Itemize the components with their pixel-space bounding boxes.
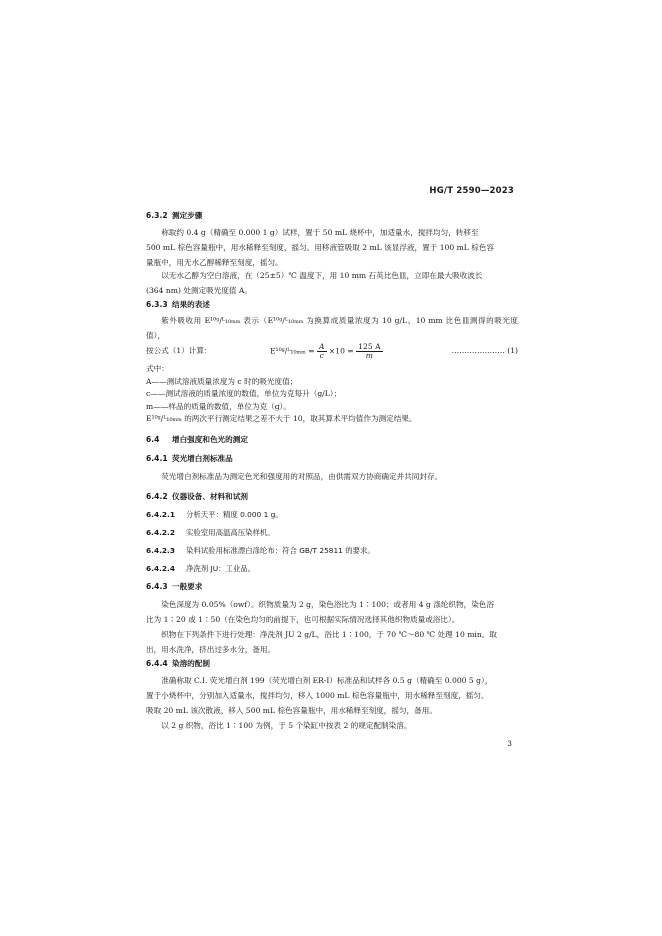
- fraction-numerator: 125 A: [358, 342, 381, 351]
- text-line: 称取约 0.4 g（精确至 0.000 1 g）试样，置于 50 mL 烧杯中，加适量水，搅拌均匀，转移至: [161, 228, 479, 237]
- text-line: 量瓶中，用无水乙醇稀释至刻度，摇匀。: [146, 258, 283, 267]
- formula-expression: [270, 343, 383, 360]
- formula-mid: ×10 =: [328, 346, 354, 356]
- formula-lhs: E¹⁰ᵍ/ᴸ₁₀ₘₘ =: [270, 346, 315, 356]
- variable-definitions: [146, 363, 518, 426]
- section-heading: [146, 432, 518, 447]
- section-number: 6.4.4: [146, 659, 168, 668]
- subclause: [146, 525, 518, 540]
- section-title: 染溶的配制: [172, 659, 210, 668]
- section-6-4-4: [146, 656, 518, 671]
- section-heading: [146, 208, 518, 223]
- section-6-4-2: [146, 489, 518, 504]
- fraction-numerator: A: [319, 342, 325, 351]
- paragraph: [146, 225, 518, 270]
- text-line: 按公式（1）计算：: [146, 346, 212, 355]
- text-line: 染色深度为 0.05%（owf）。织物质量为 2 g，染色浴比为 1∶100；或者用 4 g 涤纶织物，染色浴: [161, 600, 494, 609]
- subclause-text: 净洗剂 JU：工业品。: [186, 564, 256, 573]
- paragraph: [146, 673, 518, 733]
- section-heading: [146, 489, 518, 504]
- fraction-denominator: c: [319, 351, 324, 360]
- subclause-text: 实验室用高温高压染样机。: [186, 528, 275, 537]
- formula-1: [146, 343, 518, 359]
- text-line: 置于小烧杯中，分别加入适量水，搅拌均匀，移入 1000 mL 棕色容量瓶中，用水稀释至刻度，摇匀。: [146, 691, 489, 700]
- subclause-text: 分析天平：精度 0.000 1 g。: [186, 510, 283, 519]
- fraction: [317, 343, 326, 360]
- subclause-number: 6.4.2.2: [146, 528, 175, 537]
- section-title: 仪器设备、材料和试剂: [172, 492, 248, 501]
- section-number: 6.4: [146, 435, 160, 444]
- section-heading: [146, 656, 518, 671]
- text-line: 吸取 20 mL 该次散液，移入 500 mL 棕色容量瓶中，用水稀释至刻度，摇匀，备用。: [146, 706, 437, 715]
- paragraph: [146, 268, 518, 298]
- variable-line: c——测试溶液的质量浓度的数值，单位为克每升（g/L）；: [146, 389, 342, 398]
- text-line: 准确称取 C.I. 荧光增白剂 199（荧光增白剂 ER-Ⅰ）标准品和试样各 0.5 g（精确至 0.000 5 g），: [161, 676, 493, 685]
- text-line: 以无水乙醇为空白溶液，在（25±5）℃ 温度下，用 10 mm 石英比色皿，立即在最大吸收波长: [161, 271, 483, 280]
- section-6-3-2: [146, 208, 518, 223]
- section-title: 结果的表述: [172, 300, 210, 309]
- text-line: 荧光增白剂标准品为测定色光和强度用的对照品，由供需双方协商确定并共同封存。: [161, 472, 443, 481]
- subclause: [146, 543, 518, 558]
- variable-line: m——样品的质量的数值，单位为克（g）。: [146, 401, 291, 411]
- subclause-text: 染料试验用标准漂白涤纶布：符合 GB/T 25811 的要求。: [186, 546, 375, 555]
- section-6-4-1: [146, 451, 518, 466]
- section-number: 6.4.1: [146, 454, 168, 463]
- section-title: 荧光增白剂标准品: [172, 454, 233, 463]
- fraction: [356, 343, 382, 360]
- section-number: 6.3.2: [146, 211, 168, 220]
- variable-line: A——测试溶液质量浓度为 c 时的吸光度值；: [146, 376, 298, 386]
- result-note: E¹⁰ᵍ/ᴸ₁₀ₘₘ 的两次平行测定结果之差不大于 10，取其算术平均值作为测定结果。: [146, 414, 417, 423]
- section-number: 6.4.2: [146, 492, 168, 501]
- paragraph: [146, 469, 518, 484]
- text-line: 500 mL 棕色容量瓶中，用水稀释至刻度，摇匀。用移液管吸取 2 mL 该显浮液，置于 100 mL 棕色容: [146, 243, 495, 252]
- page-number: 3: [507, 739, 512, 748]
- section-6-3-3: [146, 297, 518, 312]
- section-6-4-3: [146, 579, 518, 594]
- text-line: 紫外吸收用 E¹⁰ᵍ/ᴸ₁₀ₘₘ 表示（E¹⁰ᵍ/ᴸ₁₀ₘₘ 为换算成质量浓度为 10 g/L、10 mm 比色皿测得的吸光度值），: [146, 316, 518, 340]
- paragraph: [146, 597, 518, 627]
- text-line: 出，用水洗净，挤出过多水分，备用。: [146, 645, 276, 654]
- subclause-number: 6.4.2.1: [146, 510, 175, 519]
- section-title: 增白强度和色光的测定: [172, 435, 248, 444]
- section-6-4: [146, 432, 518, 447]
- section-heading: [146, 579, 518, 594]
- where-label: 式中：: [146, 364, 169, 373]
- text-line: 以 2 g 织物，浴比 1∶100 为例，于 5 个染缸中按表 2 的规定配制染溶。: [161, 721, 412, 730]
- subclause-number: 6.4.2.4: [146, 564, 175, 573]
- standard-number: HG/T 2590—2023: [429, 186, 514, 196]
- subclause-number: 6.4.2.3: [146, 546, 175, 555]
- section-heading: [146, 451, 518, 466]
- section-number: 6.4.3: [146, 582, 168, 591]
- section-number: 6.3.3: [146, 300, 168, 309]
- text-line: (364 nm) 处测定吸光度值 A。: [146, 286, 252, 295]
- subclause: [146, 507, 518, 522]
- section-title: 测定步骤: [172, 211, 203, 220]
- text-line: 织物在下列条件下进行处理：净洗剂 JU 2 g/L，浴比 1∶100，于 70 ℃～80 ℃ 处理 10 min。取: [161, 630, 497, 639]
- paragraph: [146, 627, 518, 657]
- section-heading: [146, 297, 518, 312]
- text-line: 比为 1∶20 或 1∶50（在染色均匀的前提下，也可根据实际情况选择其他织物质量或浴比）。: [146, 615, 460, 624]
- formula-reference: ………………… (1): [451, 346, 518, 355]
- subclause: [146, 561, 518, 576]
- fraction-denominator: m: [365, 351, 373, 360]
- section-title: 一般要求: [172, 582, 203, 591]
